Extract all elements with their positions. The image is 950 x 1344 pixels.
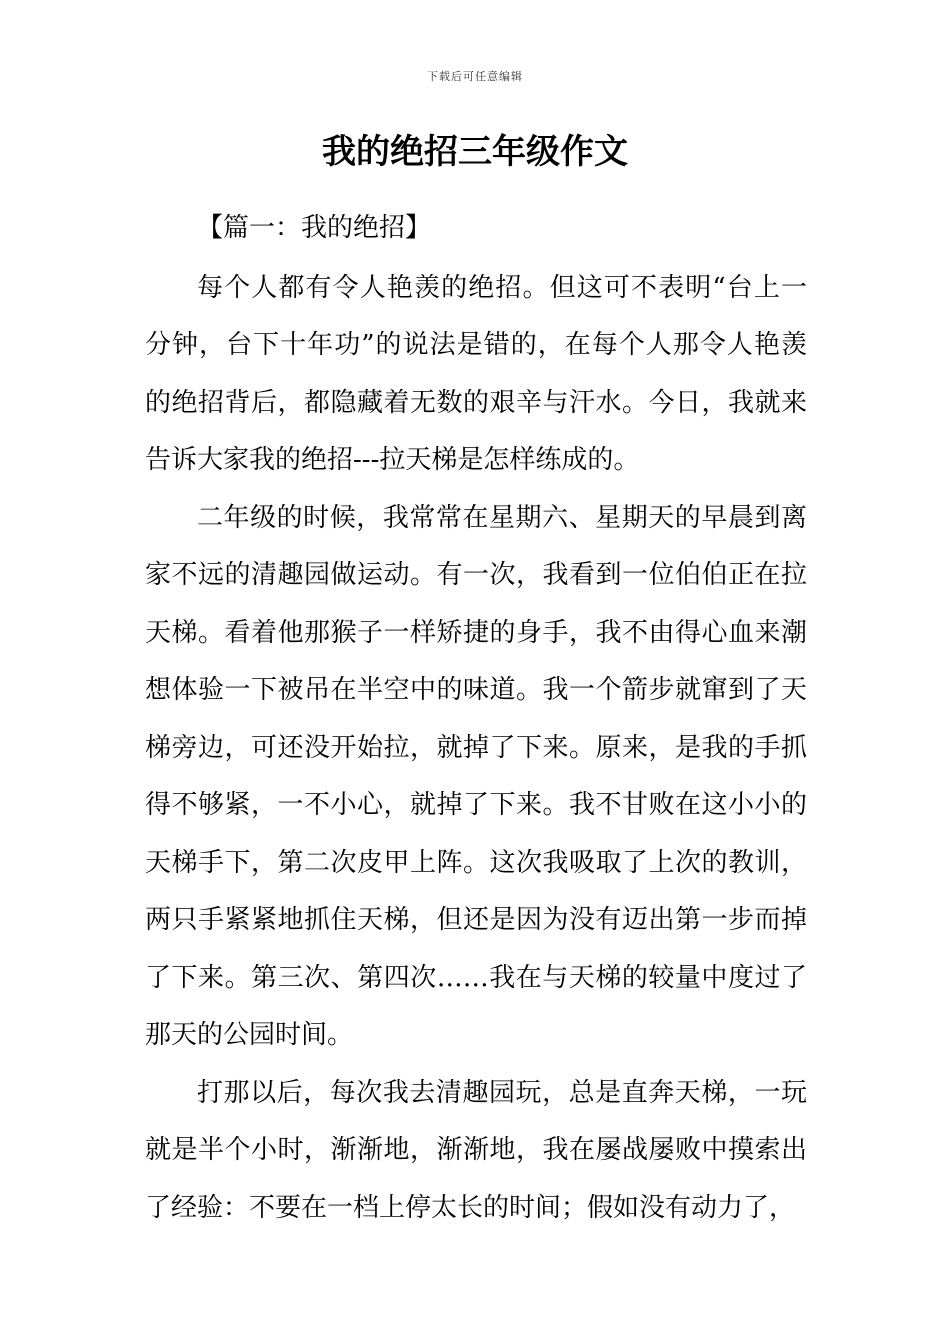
paragraph-1: 每个人都有令人艳羡的绝招。但这可不表明“台上一分钟，台下十年功”的说法是错的，在每个人那令人艳羡的绝招背后，都隐藏着无数的艰辛与汗水。今日，我就来告诉大家我的绝招---拉天梯是怎样练成的。 (145, 272, 807, 475)
paragraph-2: 二年级的时候，我常常在星期六、星期天的早晨到离家不远的清趣园做运动。有一次，我看到一位伯伯正在拉天梯。看着他那猴子一样矫捷的身手，我不由得心血来潮想体验一下被吊在半空中的味道。我一个箭步就窜到了天梯旁边，可还没开始拉，就掉了下来。原来，是我的手抓得不够紧，一不小心，就掉了下来。我不甘败在这小小的天梯手下，第二次皮甲上阵。这次我吸取了上次的教训，两只手紧紧地抓住天梯，但还是因为没有迈出第一步而掉了下来。第三次、第四次……我在与天梯的较量中度过了那天的公园时间。 (145, 502, 807, 1050)
paragraph-3: 打那以后，每次我去清趣园玩，总是直奔天梯，一玩就是半个小时，渐渐地，渐渐地，我在屡战屡败中摸索出了经验：不要在一档上停太长的时间；假如没有动力了， (145, 1077, 807, 1223)
section-heading: 【篇一：我的绝招】 (197, 213, 432, 243)
header-note: 下载后可任意编辑 (427, 70, 523, 83)
document-body (145, 200, 807, 1237)
document-title: 我的绝招三年级作文 (322, 132, 628, 172)
